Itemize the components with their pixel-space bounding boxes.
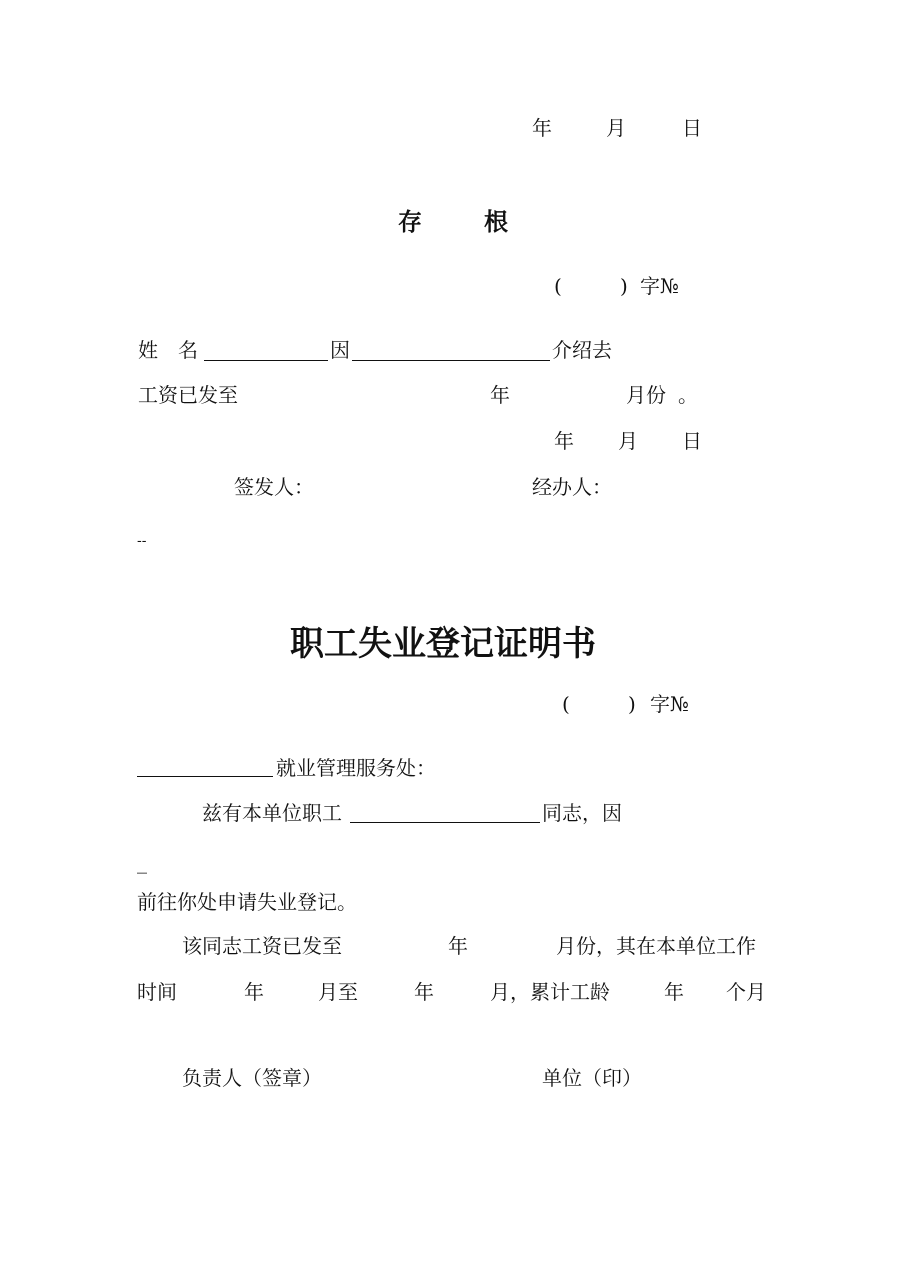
stub-handler-label: 经办人： [532, 475, 612, 499]
stub-wage-year: 年 [490, 383, 510, 407]
stub-title-right: 根 [484, 207, 508, 236]
stub-ref-suffix: 字№ [640, 274, 679, 298]
cert-wage-month-tail: 月份，其在本单位工作 [556, 934, 756, 958]
cert-ref-open: ( [562, 692, 570, 716]
top-date-day: 日 [682, 116, 702, 140]
stub-wage-label: 工资已发至 [138, 383, 238, 407]
cert-ref-suffix: 字№ [650, 692, 689, 716]
cert-body-line1-suffix: 同志，因 [542, 801, 622, 825]
cert-body-line1-prefix: 兹有本单位职工 [202, 801, 342, 825]
cert-employee-name-blank[interactable] [350, 822, 540, 823]
cert-stray-mark: _ [137, 850, 147, 874]
stub-wage-period: 。 [678, 383, 698, 407]
stub-name-label: 姓 名 [138, 338, 198, 362]
cert-responsible-label: 负责人（签章） [182, 1066, 322, 1090]
stub-wage-month: 月份 [626, 383, 666, 407]
stub-date-month: 月 [618, 429, 638, 453]
cert-time-months: 个月 [726, 980, 766, 1004]
cert-time-years: 年 [664, 980, 684, 1004]
separator-mark: -- [137, 533, 147, 549]
top-date-year: 年 [532, 116, 552, 140]
cert-wage-year: 年 [448, 934, 468, 958]
cert-unit-label: 单位（印） [542, 1066, 642, 1090]
stub-issuer-label: 签发人： [234, 475, 314, 499]
cert-body-line2: 前往你处申请失业登记。 [137, 890, 357, 914]
stub-introduce-label: 介绍去 [552, 338, 612, 362]
stub-ref-close: ) [620, 274, 628, 298]
stub-because-label: 因 [330, 338, 350, 362]
stub-ref-open: ( [554, 274, 562, 298]
cert-ref-close: ) [628, 692, 636, 716]
cert-time-year1: 年 [244, 980, 264, 1004]
stub-name-blank[interactable] [204, 360, 328, 361]
stub-title-left: 存 [398, 207, 422, 236]
cert-time-month-total: 月，累计工龄 [490, 980, 610, 1004]
stub-reason-blank[interactable] [352, 360, 550, 361]
cert-time-year2: 年 [414, 980, 434, 1004]
cert-office-blank[interactable] [137, 776, 273, 777]
cert-office-label: 就业管理服务处： [276, 756, 436, 780]
top-date-month: 月 [606, 116, 626, 140]
stub-date-day: 日 [682, 429, 702, 453]
cert-time-month-to: 月至 [318, 980, 358, 1004]
stub-date-year: 年 [554, 429, 574, 453]
cert-wage-prefix: 该同志工资已发至 [182, 934, 342, 958]
cert-time-label: 时间 [137, 980, 177, 1004]
certificate-title: 职工失业登记证明书 [290, 624, 596, 664]
